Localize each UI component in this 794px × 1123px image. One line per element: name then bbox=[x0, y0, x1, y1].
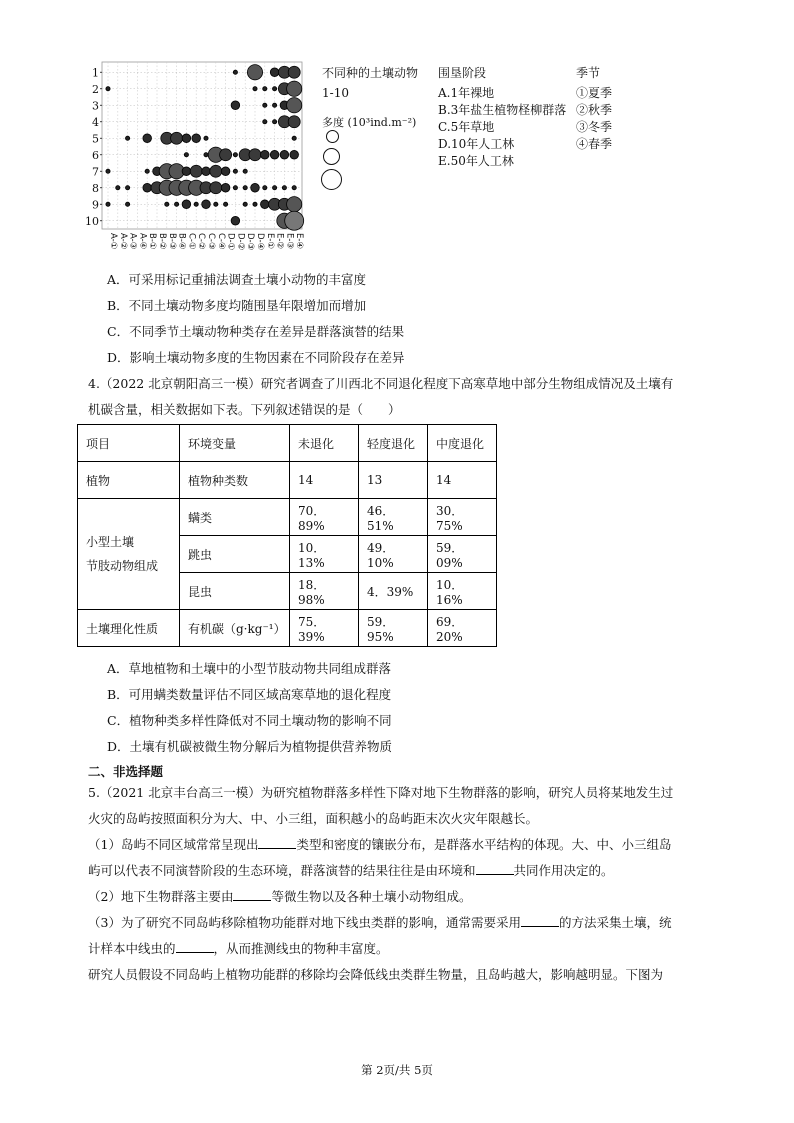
bubble-point bbox=[204, 136, 208, 140]
y-tick-label: 9 bbox=[92, 198, 99, 212]
bubble-point bbox=[106, 202, 110, 206]
bubble-point bbox=[194, 202, 198, 206]
table-cell: 10．13% bbox=[290, 536, 359, 573]
table-cell: 70．89% bbox=[290, 499, 359, 536]
q5-text: 类型和密度的镶嵌分布，是群落水平结构的体现。大、中、小三组岛 bbox=[296, 837, 672, 852]
y-tick-label: 5 bbox=[92, 132, 99, 146]
legend-species bbox=[322, 65, 418, 131]
y-tick-label: 10 bbox=[85, 214, 99, 228]
x-tick-label: B-③ bbox=[166, 233, 177, 250]
q4-stem-line2: 机碳含量，相关数据如下表。下列叙述错误的是（ ） bbox=[88, 402, 401, 417]
table-cell: 49．10% bbox=[359, 536, 428, 573]
table-header-cell: 轻度退化 bbox=[359, 425, 428, 462]
bubble-point bbox=[221, 167, 230, 176]
bubble-point bbox=[126, 186, 130, 190]
q5-text: （3）为了研究不同岛屿移除植物功能群对地下线虫类群的影响，通常需要采用 bbox=[88, 915, 521, 930]
q4-option-d: D．土壤有机碳被微生物分解后为植物提供营养物质 bbox=[107, 739, 393, 754]
bubble-point bbox=[249, 149, 261, 161]
bubble-point bbox=[204, 153, 208, 157]
q5-text: 等微生物以及各种土壤小动物组成。 bbox=[271, 889, 472, 904]
table-header-cell: 中度退化 bbox=[428, 425, 497, 462]
soil-animal-bubble-chart bbox=[85, 58, 318, 263]
bubble-point bbox=[251, 183, 260, 192]
bubble-point bbox=[292, 136, 296, 140]
bubble-point bbox=[280, 150, 289, 159]
bubble-point bbox=[126, 202, 130, 206]
bubble-point bbox=[210, 182, 222, 194]
table-cell: 13 bbox=[359, 462, 428, 499]
table-cell: 10．16% bbox=[428, 573, 497, 610]
bubble-point bbox=[288, 116, 300, 128]
table-cell: 植物种类数 bbox=[180, 462, 290, 499]
bubble-point bbox=[288, 66, 300, 78]
q4-option-b: B．可用螨类数量评估不同区域高寒草地的退化程度 bbox=[107, 687, 392, 702]
bubble-point bbox=[273, 103, 277, 107]
bubble-point bbox=[273, 186, 277, 190]
table-cell: 14 bbox=[290, 462, 359, 499]
x-tick-label: A-② bbox=[117, 233, 128, 250]
bubble-point bbox=[285, 211, 304, 230]
bubble-point bbox=[231, 101, 240, 110]
q5-last-line: 研究人员假设不同岛屿上植物功能群的移除均会降低线虫类群生物量，且岛屿越大，影响越明显。下图为 bbox=[88, 967, 664, 982]
table-header-cell: 未退化 bbox=[290, 425, 359, 462]
bubble-point bbox=[233, 153, 237, 157]
q5-part2 bbox=[88, 887, 471, 905]
bubble-point bbox=[220, 149, 232, 161]
bubble-point bbox=[184, 153, 188, 157]
table-group-cell bbox=[78, 499, 180, 610]
bubble-point bbox=[145, 169, 149, 173]
table-cell: 30．75% bbox=[428, 499, 497, 536]
q3-option-c: C．不同季节土壤动物种类存在差异是群落演替的结果 bbox=[107, 324, 405, 339]
table-cell: 14 bbox=[428, 462, 497, 499]
q4-data-table bbox=[77, 424, 497, 647]
x-tick-label: E-② bbox=[274, 233, 285, 250]
x-tick-label: B-④ bbox=[176, 233, 187, 250]
legend-stage-item: A.1年裸地 bbox=[438, 86, 495, 100]
legend-stage-item: C.5年草地 bbox=[438, 120, 495, 134]
legend-circle-small bbox=[326, 130, 339, 143]
answer-blank[interactable] bbox=[258, 836, 296, 849]
page-footer: 第 2页/共 5页 bbox=[361, 1063, 433, 1077]
bubble-point bbox=[273, 120, 277, 124]
x-tick-label: D-④ bbox=[255, 233, 265, 251]
q3-option-b: B．不同土壤动物多度均随围垦年限增加而增加 bbox=[107, 298, 367, 313]
table-cell: 59．95% bbox=[359, 610, 428, 647]
legend-species-range: 1-10 bbox=[322, 86, 349, 100]
table-group-line: 小型土壤 bbox=[86, 535, 135, 549]
bubble-point bbox=[210, 165, 222, 177]
legend-stage-item: D.10年人工林 bbox=[438, 137, 515, 151]
bubble-point bbox=[243, 169, 247, 173]
bubble-point bbox=[233, 186, 237, 190]
bubble-point bbox=[182, 167, 191, 176]
bubble-point bbox=[143, 134, 152, 143]
x-tick-label: D-③ bbox=[245, 233, 256, 251]
bubble-point bbox=[243, 186, 247, 190]
y-tick-label: 1 bbox=[92, 66, 99, 80]
table-cell: 昆虫 bbox=[180, 573, 290, 610]
table-cell: 螨类 bbox=[180, 499, 290, 536]
bubble-point bbox=[261, 150, 270, 159]
x-tick-label: C-① bbox=[186, 233, 197, 250]
bubble-point bbox=[116, 186, 120, 190]
q5-text: 的方法采集土壤，统 bbox=[558, 915, 672, 930]
x-tick-label: B-② bbox=[157, 233, 167, 250]
bubble-point bbox=[202, 200, 211, 209]
bubble-point bbox=[165, 202, 169, 206]
x-tick-label: D-① bbox=[225, 233, 236, 251]
bubble-point bbox=[282, 186, 286, 190]
q5-part3-line2 bbox=[88, 939, 389, 957]
bubble-point bbox=[261, 200, 270, 209]
y-tick-label: 3 bbox=[92, 99, 99, 113]
bubble-point bbox=[190, 165, 202, 177]
bubble-point bbox=[270, 68, 279, 77]
legend-season-item: ②秋季 bbox=[576, 103, 613, 117]
table-cell: 18．98% bbox=[290, 573, 359, 610]
table-cell: 跳虫 bbox=[180, 536, 290, 573]
table-cell: 有机碳（g·kg⁻¹） bbox=[180, 610, 290, 647]
q5-part3-line1 bbox=[88, 913, 671, 931]
bubble-point bbox=[263, 103, 267, 107]
table-cell: 4．39% bbox=[359, 573, 428, 610]
bubble-point bbox=[192, 134, 201, 143]
table-row bbox=[78, 610, 497, 647]
q3-option-d: D．影响土壤动物多度的生物因素在不同阶段存在差异 bbox=[107, 350, 405, 365]
bubble-point bbox=[263, 186, 267, 190]
bubble-point bbox=[214, 202, 218, 206]
legend-season-item: ③冬季 bbox=[576, 120, 613, 134]
q4-option-c: C．植物种类多样性降低对不同土壤动物的影响不同 bbox=[107, 713, 392, 728]
legend-season-title: 季节 bbox=[576, 66, 601, 80]
bubble-point bbox=[143, 183, 152, 192]
q5-text: 屿可以代表不同演替阶段的生态环境，群落演替的结果往往是由环境和 bbox=[88, 863, 476, 878]
y-tick-label: 7 bbox=[92, 165, 99, 179]
answer-blank[interactable] bbox=[476, 862, 514, 875]
legend-season-item: ①夏季 bbox=[576, 86, 613, 100]
q5-stem-line2: 火灾的岛屿按照面积分为大、中、小三组，面积越小的岛屿距末次火灾年限越长。 bbox=[88, 811, 539, 826]
x-tick-label: E-③ bbox=[284, 233, 295, 250]
x-tick-label: D-② bbox=[235, 233, 246, 251]
table-group-cell: 土壤理化性质 bbox=[78, 610, 180, 647]
legend-stage-item: B.3年盐生植物柽柳群落 bbox=[438, 103, 567, 117]
legend-seasons bbox=[576, 65, 612, 153]
bubble-point bbox=[221, 183, 230, 192]
bubble-point bbox=[270, 150, 279, 159]
legend-stage-item: E.50年人工林 bbox=[438, 154, 514, 168]
answer-blank[interactable] bbox=[176, 940, 214, 953]
legend-season-item: ④春季 bbox=[576, 137, 613, 151]
table-group-cell: 植物 bbox=[78, 462, 180, 499]
bubble-point bbox=[243, 202, 247, 206]
table-header-cell: 项目 bbox=[78, 425, 180, 462]
legend-stage-title: 围垦阶段 bbox=[438, 66, 487, 80]
q5-text: 共同作用决定的。 bbox=[513, 863, 614, 878]
bubble-point bbox=[287, 98, 302, 113]
table-header-cell: 环境变量 bbox=[180, 425, 290, 462]
bubble-point bbox=[292, 186, 296, 190]
bubble-point bbox=[247, 65, 262, 80]
bubble-point bbox=[287, 197, 302, 212]
bubble-point bbox=[106, 87, 110, 91]
x-tick-label: E-① bbox=[264, 233, 275, 250]
q5-text: 计样本中线虫的 bbox=[88, 941, 176, 956]
bubble-point bbox=[106, 169, 110, 173]
x-tick-label: B-① bbox=[147, 233, 158, 250]
y-tick-label: 8 bbox=[92, 181, 99, 195]
y-tick-label: 4 bbox=[92, 115, 99, 129]
bubble-point bbox=[202, 167, 211, 176]
table-row bbox=[78, 499, 497, 536]
legend-stages bbox=[438, 65, 566, 170]
x-tick-label: C-③ bbox=[206, 233, 216, 250]
bubble-point bbox=[233, 70, 237, 74]
q5-stem-line1: 5.（2021 北京丰台高三一模）为研究植物群落多样性下降对地下生物群落的影响，研究人员将某地发生过 bbox=[88, 785, 674, 800]
bubble-point bbox=[231, 216, 240, 225]
bubble-point bbox=[273, 87, 277, 91]
q5-part1-line2 bbox=[88, 861, 614, 879]
x-tick-label: A-④ bbox=[137, 233, 148, 250]
table-cell: 69．20% bbox=[428, 610, 497, 647]
q5-text: （2）地下生物群落主要由 bbox=[88, 889, 234, 904]
table-cell: 75．39% bbox=[290, 610, 359, 647]
bubble-point bbox=[224, 202, 228, 206]
section-title: 二、非选择题 bbox=[88, 764, 164, 779]
x-tick-label: A-① bbox=[108, 233, 118, 250]
bubble-point bbox=[263, 120, 267, 124]
bubble-point bbox=[126, 136, 130, 140]
q5-text: ，从而推测线虫的物种丰富度。 bbox=[213, 941, 389, 956]
x-tick-label: C-④ bbox=[215, 233, 226, 250]
bubble-point bbox=[175, 202, 179, 206]
bubble-point bbox=[171, 132, 183, 144]
y-tick-label: 6 bbox=[92, 148, 99, 162]
bubble-point bbox=[182, 200, 191, 209]
answer-blank[interactable] bbox=[521, 914, 559, 927]
table-header-row bbox=[78, 425, 497, 462]
y-tick-label: 2 bbox=[92, 82, 99, 96]
x-tick-label: A-③ bbox=[127, 233, 138, 250]
bubble-point bbox=[233, 169, 237, 173]
bubble-point bbox=[263, 87, 267, 91]
bubble-point bbox=[182, 134, 191, 143]
legend-species-title: 不同种的土壤动物 bbox=[322, 66, 419, 80]
table-cell: 46．51% bbox=[359, 499, 428, 536]
bubble-point bbox=[253, 202, 257, 206]
table-row bbox=[78, 462, 497, 499]
answer-blank[interactable] bbox=[233, 888, 271, 901]
q3-option-a: A．可采用标记重捕法调查土壤小动物的丰富度 bbox=[107, 272, 367, 287]
table-group-line: 节肢动物组成 bbox=[86, 559, 159, 573]
bubble-point bbox=[290, 150, 299, 159]
x-tick-label: E-④ bbox=[294, 233, 305, 250]
q5-part1-line1 bbox=[88, 835, 671, 853]
q4-option-a: A．草地植物和土壤中的小型节肢动物共同组成群落 bbox=[107, 661, 392, 676]
bubble-point bbox=[287, 81, 302, 96]
q5-text: （1）岛屿不同区域常常呈现出 bbox=[88, 837, 259, 852]
legend-circle-medium bbox=[323, 148, 340, 165]
legend-circle-large bbox=[321, 169, 342, 190]
bubble-point bbox=[253, 87, 257, 91]
legend-abundance-label: 多度 (10³ind.m⁻²) bbox=[322, 116, 417, 129]
table-cell: 59．09% bbox=[428, 536, 497, 573]
q4-stem-line1: 4.（2022 北京朝阳高三一模）研究者调查了川西北不同退化程度下高寒草地中部分生物组成情况及土壤有 bbox=[88, 376, 674, 391]
x-tick-label: C-② bbox=[196, 233, 207, 250]
